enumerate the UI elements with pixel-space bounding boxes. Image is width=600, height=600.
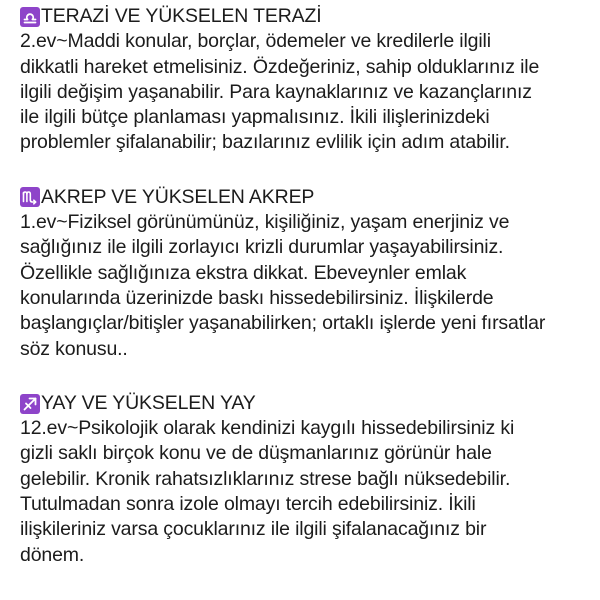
- body-line: ilgili değişim yaşanabilir. Para kaynaklarınız ve kazançlarınız: [20, 80, 532, 103]
- section-heading: [20, 4, 595, 29]
- section-title: AKREP VE YÜKSELEN AKREP: [41, 185, 315, 208]
- body-line: gelebilir. Kronik rahatsızlıklarınız strese bağlı nüksedebilir.: [20, 467, 511, 490]
- section-libra: [20, 4, 595, 156]
- sagittarius-icon: [20, 394, 40, 414]
- body-line: 2.ev~Maddi konular, borçlar, ödemeler ve kredilerle ilgili: [20, 30, 491, 53]
- body-line: gizli saklı birçok konu ve de düşmanlarınız görünür hale: [20, 442, 492, 465]
- section-title: YAY VE YÜKSELEN YAY: [41, 391, 256, 414]
- section-title: TERAZİ VE YÜKSELEN TERAZİ: [41, 5, 322, 27]
- horoscope-text: [20, 4, 595, 568]
- body-line: ile ilgili bütçe planlaması yapmalısınız. İkili ilişlerinizdeki: [20, 106, 490, 129]
- body-line: dikkatli hareket etmelisiniz. Özdeğeriniz, sahip olduklarınız ile: [20, 55, 540, 78]
- body-line: söz konusu..: [20, 337, 128, 360]
- body-line: dönem.: [20, 543, 85, 566]
- libra-icon: [20, 7, 40, 27]
- body-line: problemler şifalanabilir; bazılarınız evlilik için adım atabilir.: [20, 131, 510, 154]
- body-line: konularında üzerinizde baskı hissedebilirsiniz. İlişkilerde: [20, 286, 494, 309]
- body-line: 12.ev~Psikolojik olarak kendinizi kaygılı hissedebilirsiniz ki: [20, 417, 515, 440]
- body-line: 1.ev~Fiziksel görünümünüz, kişiliğiniz, yaşam enerjiniz ve: [20, 211, 510, 234]
- section-sagittarius: [20, 391, 595, 568]
- body-line: Özellikle sağlığınıza ekstra dikkat. Ebeveynler emlak: [20, 261, 467, 284]
- body-line: başlangıçlar/bitişler yaşanabilirken; ortaklı işlerde yeni fırsatlar: [20, 312, 546, 335]
- section-heading: [20, 185, 595, 210]
- scorpio-icon: [20, 187, 40, 207]
- section-scorpio: [20, 185, 595, 362]
- body-line: ilişkileriniz varsa çocuklarınız ile ilgili şifalanacağınız bir: [20, 518, 487, 541]
- body-line: sağlığınız ile ilgili zorlayıcı krizli durumlar yaşayabilirsiniz.: [20, 236, 504, 259]
- section-heading: [20, 391, 595, 416]
- body-line: Tutulmadan sonra izole olmayı tercih edebilirsiniz. İkili: [20, 493, 476, 516]
